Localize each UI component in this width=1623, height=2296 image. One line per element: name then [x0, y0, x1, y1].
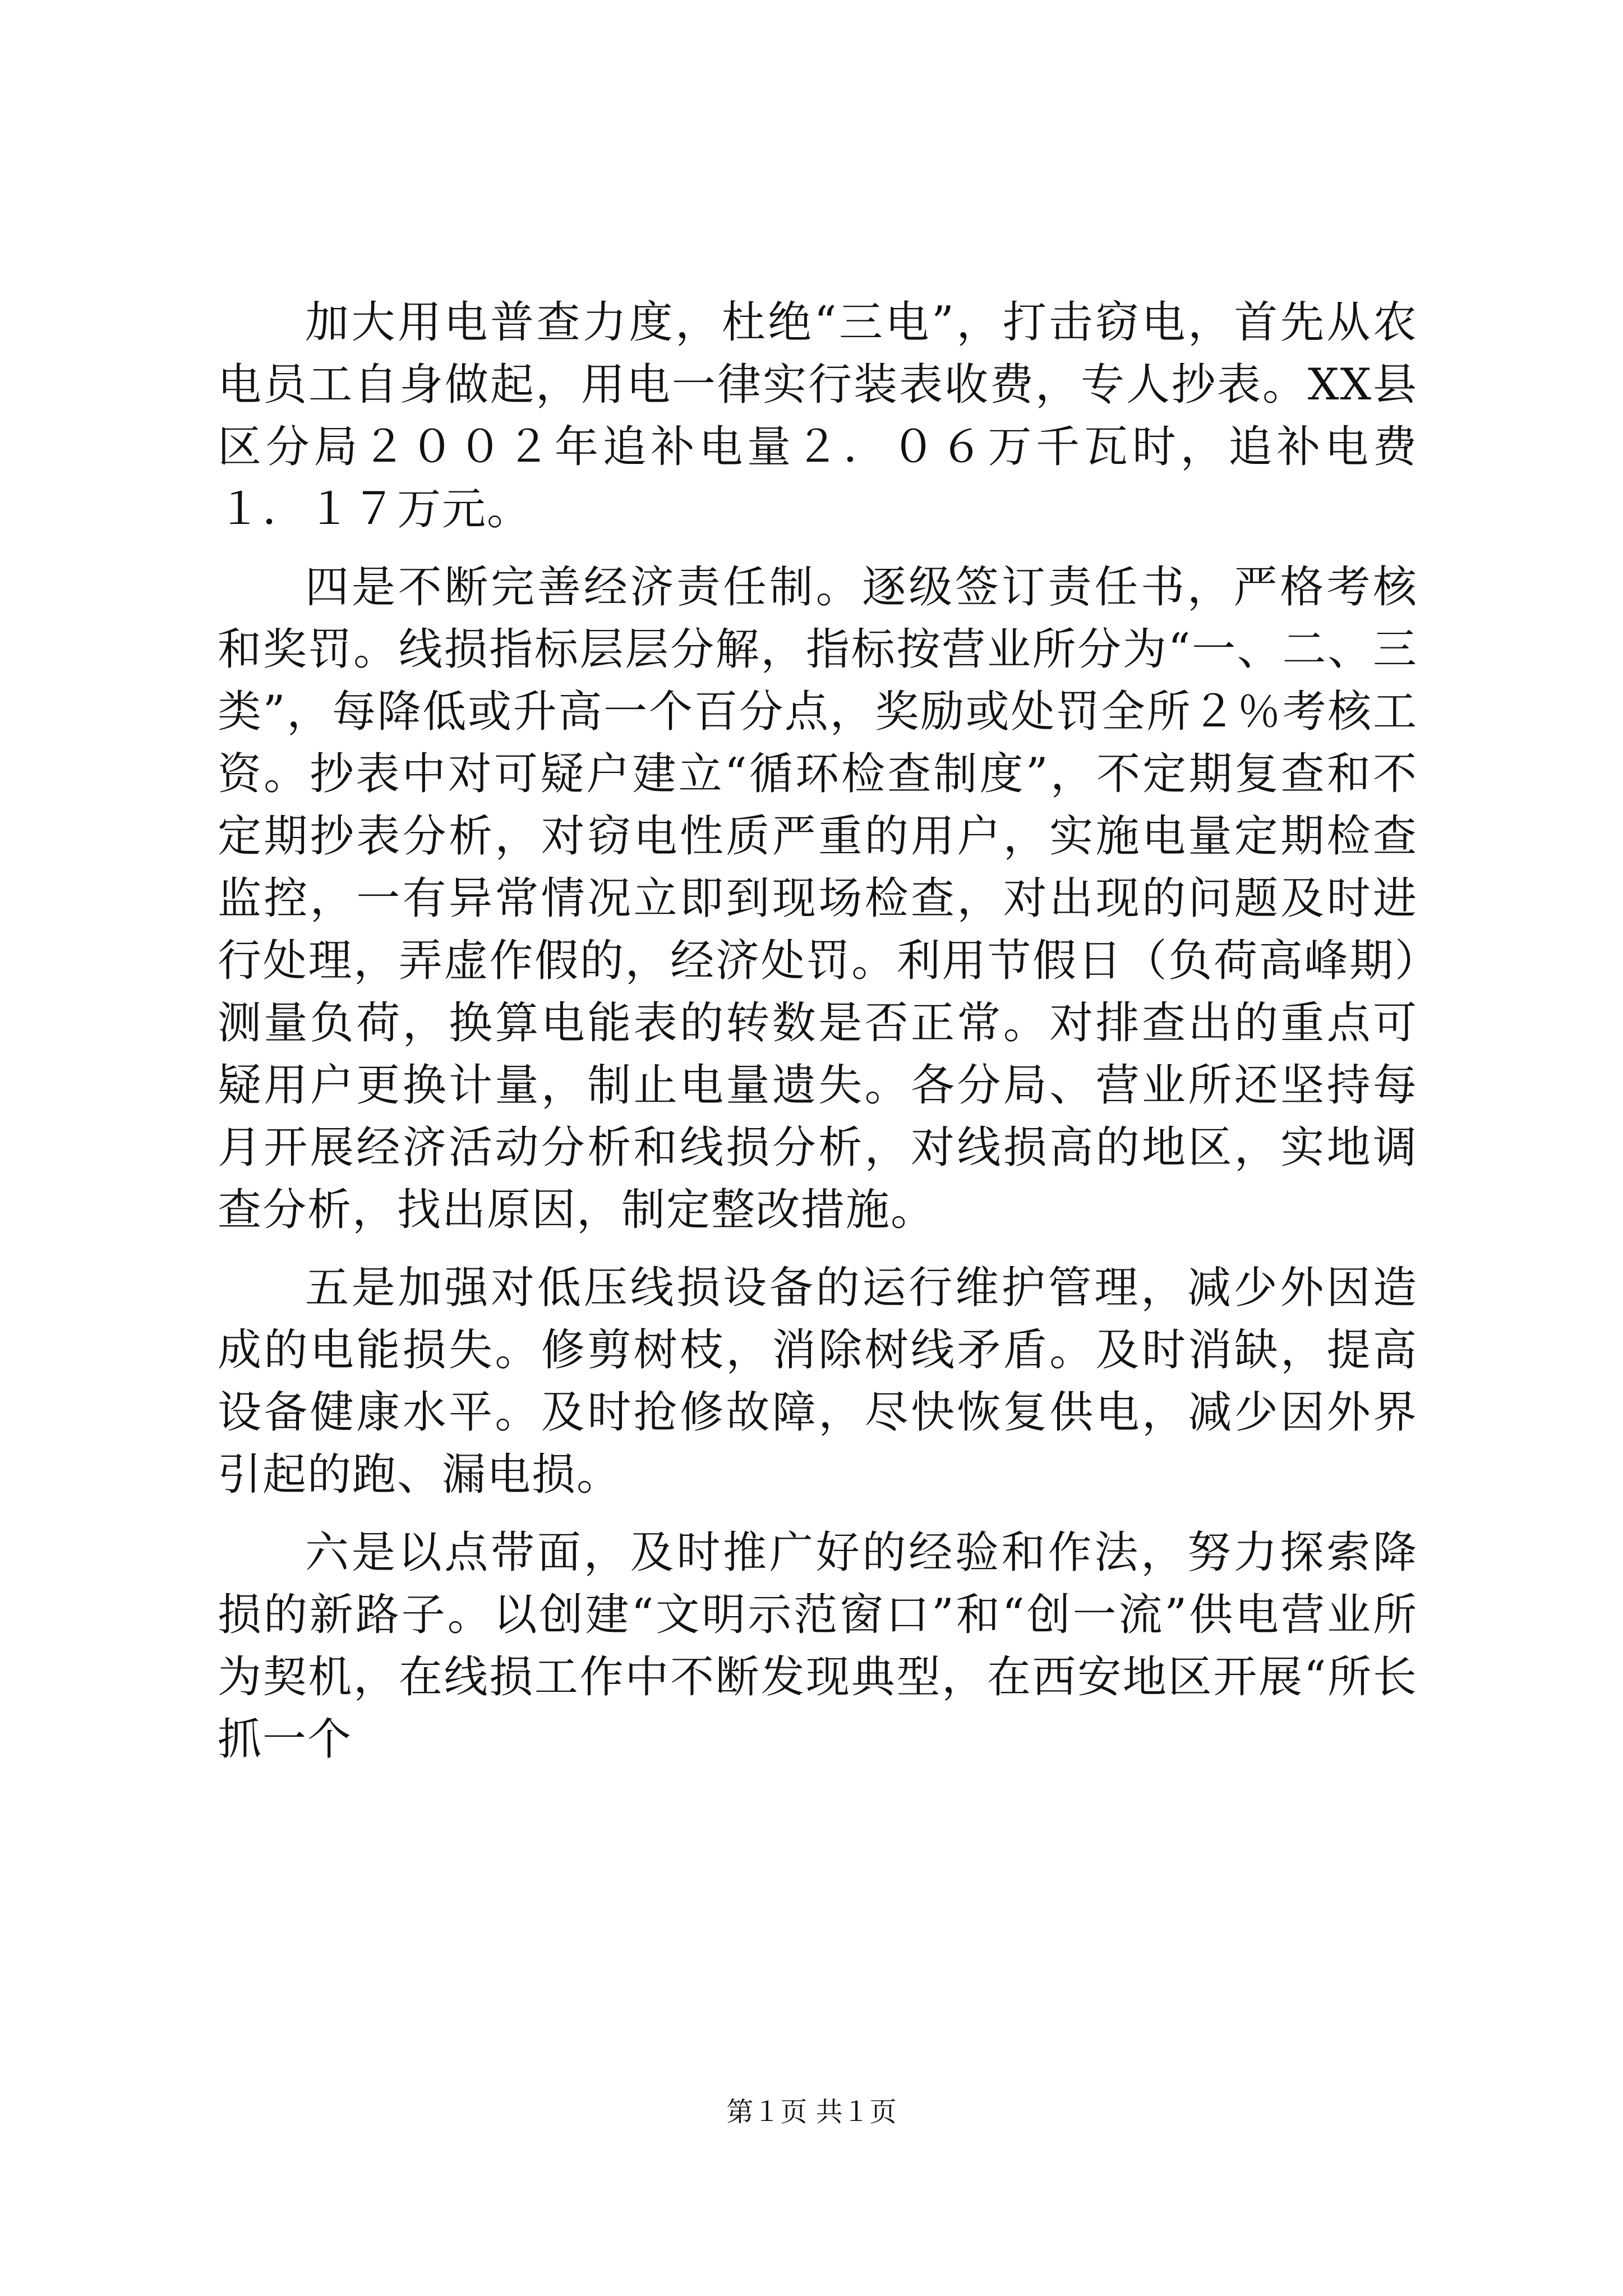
page-footer — [0, 2095, 1623, 2129]
paragraph-responsibility-system: 四是不断完善经济责任制。逐级签订责任书，严格考核和奖罚。线损指标层层分解，指标按营业所分为“一、二、三类”，每降低或升高一个百分点，奖励或处罚全所２％考核工资。抄表中对可疑户建立“循环检查制度”，不定期复查和不定期抄表分析，对窃电性质严重的用户，实施电量定期检查监控，一有异常情况立即到现场检查，对出现的问题及时进行处理，弄虚作假的，经济处罚。利用节假日（负荷高峰期）测量负荷，换算电能表的转数是否正常。对排查出的重点可疑用户更换计量，制止电量遗失。各分局、营业所还坚持每月开展经济活动分析和线损分析，对线损高的地区，实地调查分析，找出原因，制定整改措施。 — [218, 562, 1418, 1235]
paragraph-equipment-maintenance: 五是加强对低压线损设备的运行维护管理，减少外因造成的电能损失。修剪树枝，消除树线矛盾。及时消缺，提高设备健康水平。及时抢修故障，尽快恢复供电，减少因外界引起的跑、漏电损。 — [218, 1263, 1418, 1500]
paragraph-power-inspection: 加大用电普查力度，杜绝“三电”，打击窃电，首先从农电员工自身做起，用电一律实行装表收费，专人抄表。XX县区分局２００２年追补电量２．０６万千瓦时，追补电费１．１７万元。 — [218, 297, 1418, 535]
page-number: 第１页 共１页 — [726, 2096, 897, 2128]
document-body — [218, 292, 1418, 1787]
paragraph-promote-experience: 六是以点带面，及时推广好的经验和作法，努力探索降损的新路子。以创建“文明示范窗口”和“创一流”供电营业所为契机，在线损工作中不断发现典型，在西安地区开展“所长抓一个 — [218, 1527, 1418, 1765]
